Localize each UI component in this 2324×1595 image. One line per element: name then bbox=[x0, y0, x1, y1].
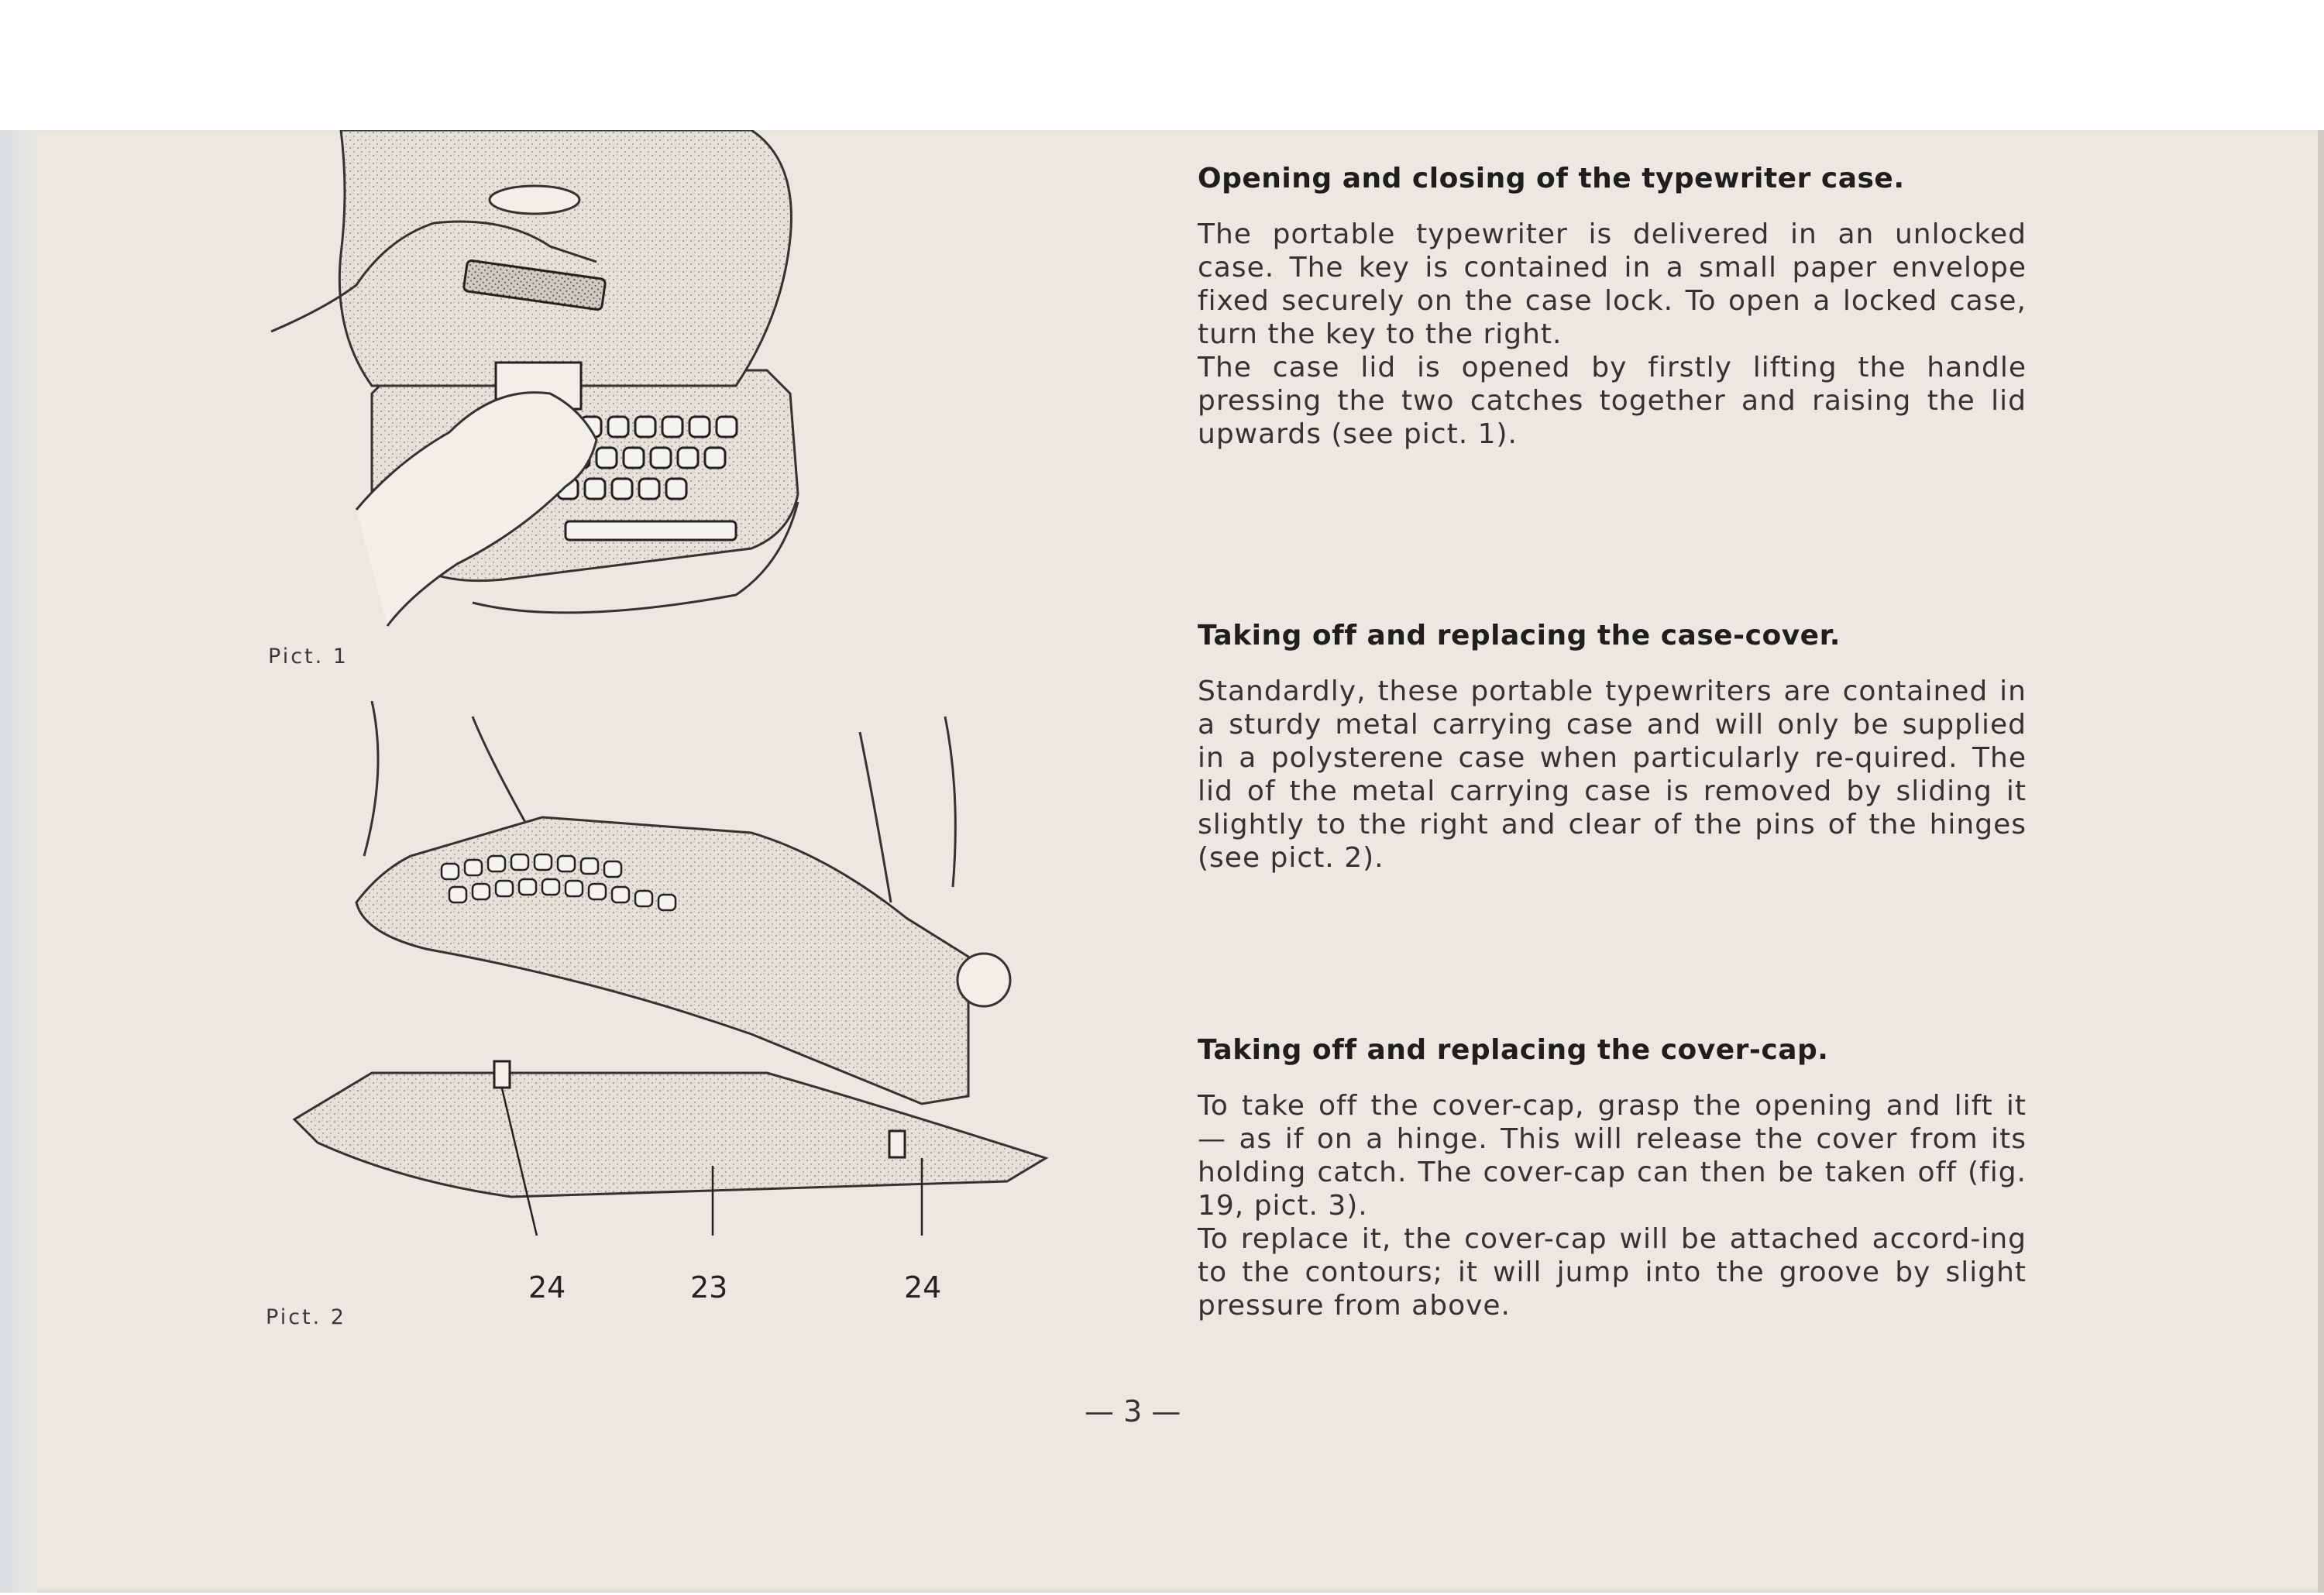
pict-1-label: Pict. 1 bbox=[268, 645, 349, 669]
callout-24-left: 24 bbox=[528, 1270, 566, 1305]
case-lid-shape bbox=[339, 130, 791, 386]
section-paragraph: Standardly, these portable typewriters are contained in a sturdy metal carrying case and will only be supplied in a polysterene case when particularly re-quired. The lid of the metal carrying case is removed by sliding it slightly to the right and clear of the pins of the hinges (see pict. 2). bbox=[1198, 675, 2027, 874]
section-case-cover bbox=[1198, 620, 2027, 875]
section-paragraph: To take off the cover-cap, grasp the opening and lift it — as if on a hinge. This will release the cover from its holding catch. The cover-cap can then be taken off (fig. 19, pict. 3). bbox=[1198, 1090, 2027, 1222]
arm-right-2 bbox=[945, 717, 955, 887]
pict-2-illustration bbox=[287, 701, 1061, 1236]
arm-right bbox=[860, 732, 891, 902]
section-paragraph: The case lid is opened by firstly lifting the handle pressing the two catches together and raising the lid upwards (see pict. 1). bbox=[1198, 352, 2027, 450]
section-opening-closing bbox=[1198, 163, 2027, 451]
page-number: — 3 — bbox=[1085, 1394, 1181, 1428]
arm-left bbox=[364, 701, 378, 856]
callout-23: 23 bbox=[690, 1270, 728, 1305]
section-paragraph: The portable typewriter is delivered in an unlocked case. The key is contained in a small paper envelope fixed securely on the case lock. To open a locked case, turn the key to the right. bbox=[1198, 218, 2027, 350]
section-title: Opening and closing of the typewriter case. bbox=[1198, 163, 1905, 194]
pict-2-label: Pict. 2 bbox=[266, 1305, 346, 1329]
tilted-typewriter bbox=[356, 817, 968, 1104]
section-title: Taking off and replacing the cover-cap. bbox=[1198, 1034, 1829, 1066]
page-edge-left bbox=[0, 130, 37, 1593]
pict-1-illustration bbox=[256, 130, 1046, 641]
section-paragraph: To replace it, the cover-cap will be attached accord-ing to the contours; it will jump into the groove by slight pressure from above. bbox=[1198, 1223, 2027, 1322]
callout-24-right: 24 bbox=[904, 1270, 942, 1305]
arm-left-2 bbox=[473, 717, 527, 825]
page-edge-right bbox=[2318, 130, 2324, 1593]
section-cover-cap bbox=[1198, 1034, 2027, 1322]
section-title: Taking off and replacing the case-cover. bbox=[1198, 620, 1841, 651]
